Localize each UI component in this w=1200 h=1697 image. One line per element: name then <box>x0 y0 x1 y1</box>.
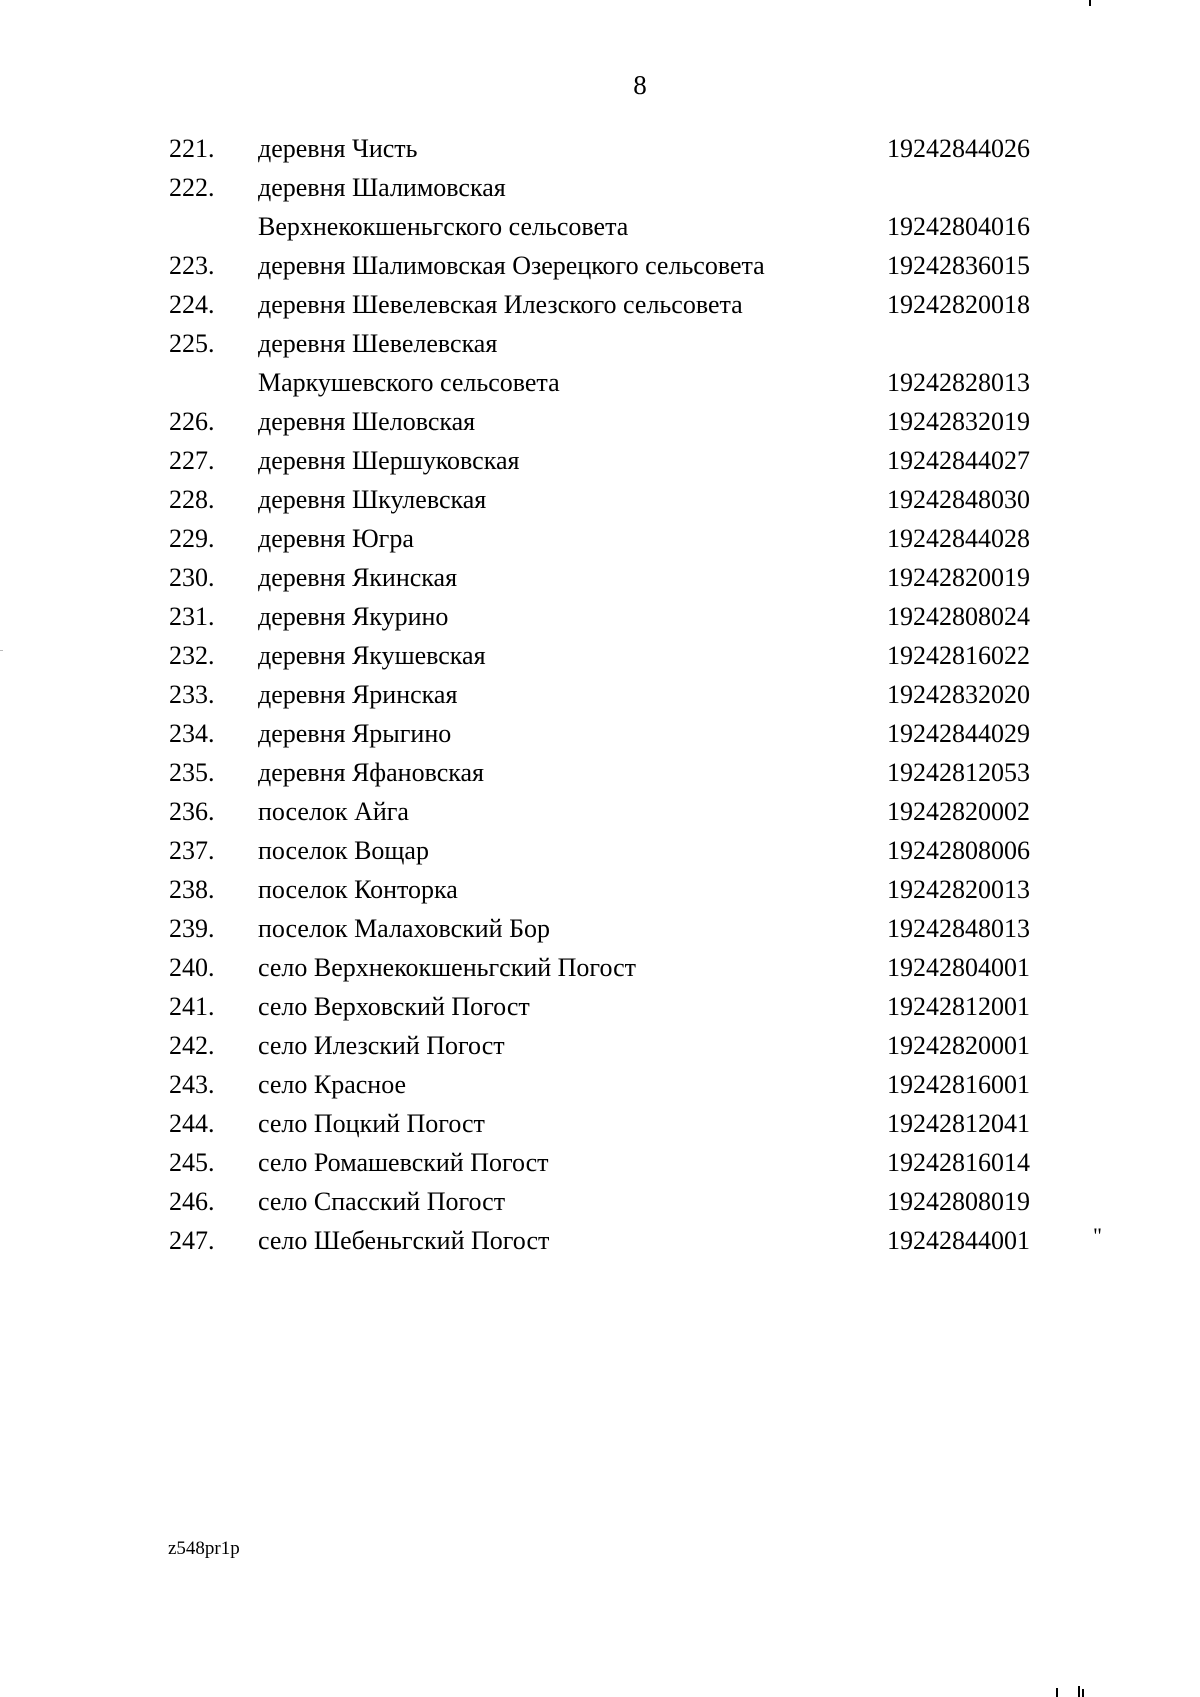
scan-artifact-bottom-right-3 <box>1082 1689 1084 1697</box>
settlement-name <box>258 561 858 600</box>
settlement-name-line: поселок Вощар <box>258 836 429 865</box>
list-row <box>0 717 1200 756</box>
settlement-name-line: деревня Яринская <box>258 680 458 709</box>
list-row <box>0 990 1200 1029</box>
list-row <box>0 1107 1200 1146</box>
row-number: 233. <box>169 680 215 709</box>
settlement-name-line: село Шебеньгский Погост <box>258 1226 550 1255</box>
row-number: 225. <box>169 329 215 358</box>
settlement-name-line: деревня Шеловская <box>258 407 476 436</box>
settlement-name <box>258 1185 858 1224</box>
list-row <box>0 522 1200 561</box>
oktmo-code: 19242844029 <box>887 719 1030 748</box>
list-row <box>0 249 1200 288</box>
oktmo-code: 19242844027 <box>887 446 1030 475</box>
settlement-name <box>258 873 858 912</box>
settlement-name-line: деревня Якурино <box>258 602 449 631</box>
settlement-name-line: село Поцкий Погост <box>258 1109 485 1138</box>
settlement-name <box>258 249 858 288</box>
oktmo-code: 19242812041 <box>887 1109 1030 1138</box>
settlement-name <box>258 444 858 483</box>
oktmo-code: 19242832020 <box>887 680 1030 709</box>
list-row <box>0 405 1200 444</box>
settlement-name-line: поселок Малаховский Бор <box>258 914 551 943</box>
oktmo-code: 19242804001 <box>887 953 1030 982</box>
row-number: 222. <box>169 173 215 202</box>
row-number: 242. <box>169 1031 215 1060</box>
settlement-name-line: деревня Якинская <box>258 563 458 592</box>
oktmo-code: 19242848030 <box>887 485 1030 514</box>
list-row <box>0 873 1200 912</box>
row-number: 237. <box>169 836 215 865</box>
row-number: 231. <box>169 602 215 631</box>
row-number: 221. <box>169 134 215 163</box>
settlement-name <box>258 600 858 639</box>
settlement-name-line: деревня Якушевская <box>258 641 486 670</box>
settlement-name <box>258 639 858 678</box>
list-row <box>0 132 1200 171</box>
closing-quote: " <box>1093 1223 1102 1248</box>
oktmo-code: 19242844026 <box>887 134 1030 163</box>
settlement-name-line: деревня Югра <box>258 524 414 553</box>
settlement-name-line: деревня Шкулевская <box>258 485 487 514</box>
settlement-name-line: деревня Яфановская <box>258 758 485 787</box>
settlement-name <box>258 1068 858 1107</box>
settlement-name-line: деревня Шалимовская <box>258 173 506 202</box>
page-number: 8 <box>633 70 647 100</box>
scan-artifact-bottom-right-1 <box>1056 1688 1058 1697</box>
row-number: 223. <box>169 251 215 280</box>
list-row <box>0 561 1200 600</box>
settlement-name <box>258 327 858 405</box>
settlement-name <box>258 1029 858 1068</box>
list-row <box>0 1068 1200 1107</box>
settlement-name-line: Маркушевского сельсовета <box>258 368 560 397</box>
row-number: 241. <box>169 992 215 1021</box>
oktmo-code: 19242820001 <box>887 1031 1030 1060</box>
row-number: 239. <box>169 914 215 943</box>
oktmo-code: 19242804016 <box>887 212 1030 241</box>
list-row <box>0 1185 1200 1224</box>
list-row <box>0 1224 1200 1263</box>
settlement-name-line: Верхнекокшеньгского сельсовета <box>258 212 629 241</box>
row-number: 245. <box>169 1148 215 1177</box>
oktmo-code: 19242820013 <box>887 875 1030 904</box>
oktmo-code: 19242812001 <box>887 992 1030 1021</box>
scan-artifact-left <box>0 650 3 651</box>
settlement-name <box>258 1224 858 1263</box>
scan-artifact-top-right <box>1089 0 1091 6</box>
settlement-name-line: деревня Шевелевская Илезского сельсовета <box>258 290 743 319</box>
list-row <box>0 951 1200 990</box>
row-number: 226. <box>169 407 215 436</box>
row-number: 224. <box>169 290 215 319</box>
settlement-name <box>258 405 858 444</box>
row-number: 234. <box>169 719 215 748</box>
list-row <box>0 600 1200 639</box>
row-number: 244. <box>169 1109 215 1138</box>
settlement-name-line: село Спасский Погост <box>258 1187 506 1216</box>
oktmo-code: 19242816022 <box>887 641 1030 670</box>
oktmo-code: 19242836015 <box>887 251 1030 280</box>
list-row <box>0 1146 1200 1185</box>
settlement-name-line: деревня Ярыгино <box>258 719 452 748</box>
oktmo-code: 19242844001 <box>887 1226 1030 1255</box>
list-row <box>0 444 1200 483</box>
list-row <box>0 795 1200 834</box>
row-number: 238. <box>169 875 215 904</box>
settlement-name-line: село Илезский Погост <box>258 1031 505 1060</box>
row-number: 235. <box>169 758 215 787</box>
list-row <box>0 834 1200 873</box>
row-number: 240. <box>169 953 215 982</box>
oktmo-code: 19242808006 <box>887 836 1030 865</box>
settlement-name <box>258 483 858 522</box>
row-number: 227. <box>169 446 215 475</box>
settlement-name <box>258 834 858 873</box>
settlement-name-line: село Верхнекокшеньгский Погост <box>258 953 636 982</box>
list-row <box>0 483 1200 522</box>
settlement-name <box>258 951 858 990</box>
settlement-name <box>258 288 858 327</box>
document-id: z548pr1p <box>168 1538 240 1559</box>
settlement-name <box>258 756 858 795</box>
settlement-name <box>258 1146 858 1185</box>
settlement-name <box>258 522 858 561</box>
settlement-name-line: деревня Шалимовская Озерецкого сельсовета <box>258 251 765 280</box>
oktmo-code: 19242848013 <box>887 914 1030 943</box>
oktmo-code: 19242820002 <box>887 797 1030 826</box>
list-row <box>0 678 1200 717</box>
settlement-name <box>258 990 858 1029</box>
oktmo-code: 19242808019 <box>887 1187 1030 1216</box>
settlement-name-line: село Ромашевский Погост <box>258 1148 549 1177</box>
row-number: 232. <box>169 641 215 670</box>
settlement-name-line: село Верховский Погост <box>258 992 530 1021</box>
list-row <box>0 288 1200 327</box>
settlement-name-line: деревня Шевелевская <box>258 329 498 358</box>
list-row <box>0 639 1200 678</box>
row-number: 236. <box>169 797 215 826</box>
oktmo-code: 19242844028 <box>887 524 1030 553</box>
settlement-name <box>258 912 858 951</box>
settlement-name <box>258 1107 858 1146</box>
settlement-name-line: село Красное <box>258 1070 407 1099</box>
settlement-name <box>258 717 858 756</box>
oktmo-code: 19242812053 <box>887 758 1030 787</box>
row-number: 229. <box>169 524 215 553</box>
oktmo-code: 19242816014 <box>887 1148 1030 1177</box>
list-row <box>0 912 1200 951</box>
oktmo-code: 19242816001 <box>887 1070 1030 1099</box>
oktmo-code: 19242820018 <box>887 290 1030 319</box>
settlement-name <box>258 132 858 171</box>
settlement-name-line: деревня Чисть <box>258 134 418 163</box>
oktmo-code: 19242832019 <box>887 407 1030 436</box>
row-number: 228. <box>169 485 215 514</box>
settlement-name <box>258 795 858 834</box>
settlement-name <box>258 678 858 717</box>
scan-artifact-bottom-right-2 <box>1078 1686 1080 1697</box>
row-number: 246. <box>169 1187 215 1216</box>
settlement-list <box>0 132 1200 1263</box>
oktmo-code: 19242828013 <box>887 368 1030 397</box>
list-row <box>0 327 1200 405</box>
settlement-name-line: поселок Конторка <box>258 875 458 904</box>
list-row <box>0 1029 1200 1068</box>
row-number: 230. <box>169 563 215 592</box>
oktmo-code: 19242808024 <box>887 602 1030 631</box>
settlement-name <box>258 171 858 249</box>
row-number: 247. <box>169 1226 215 1255</box>
oktmo-code: 19242820019 <box>887 563 1030 592</box>
settlement-name-line: деревня Шершуковская <box>258 446 520 475</box>
list-row <box>0 756 1200 795</box>
settlement-name-line: поселок Айга <box>258 797 409 826</box>
list-row <box>0 171 1200 249</box>
row-number: 243. <box>169 1070 215 1099</box>
